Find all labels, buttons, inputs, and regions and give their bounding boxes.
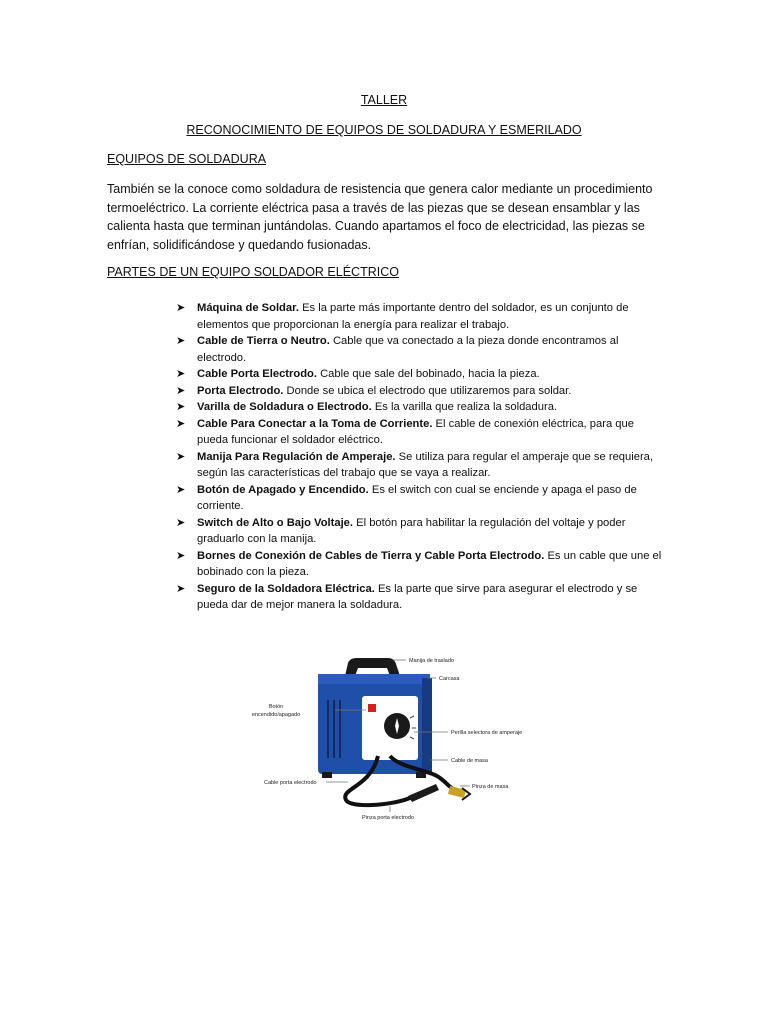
section-heading-equipos: EQUIPOS DE SOLDADURA bbox=[107, 152, 267, 166]
item-term: Cable Porta Electrodo. bbox=[197, 368, 317, 380]
item-description: Es la parte más importante dentro del soldador, es un conjunto de elementos que proporcionan la energía para realizar el trabajo. bbox=[197, 302, 629, 331]
intro-paragraph: También se la conoce como soldadura de resistencia que genera calor mediante un procedimiento termoeléctrico. La corriente eléctrica pasa a través de las piezas que se desean ensamblar y las calienta hasta que terminan juntándolas. Cuando apartamos el foco de electricidad, las piezas se enfrían, solidificándose y quedando fusionadas. bbox=[107, 182, 653, 253]
arrowhead-bullet-icon: ➤ bbox=[176, 516, 186, 529]
item-description: Es el switch con cual se enciende y apaga el paso de corriente. bbox=[197, 483, 637, 512]
item-term: Cable Para Conectar a la Toma de Corriente. bbox=[197, 417, 433, 430]
arrowhead-bullet-icon: ➤ bbox=[176, 368, 186, 380]
section-heading-partes: PARTES DE UN EQUIPO SOLDADOR ELÉCTRICO bbox=[107, 265, 399, 279]
welder-top bbox=[318, 674, 430, 684]
item-term: Manija Para Regulación de Amperaje. bbox=[197, 450, 396, 463]
label-boton-1: Botón bbox=[268, 704, 284, 710]
power-button bbox=[368, 704, 376, 712]
item-description: Es la varilla que realiza la soldadura. bbox=[374, 401, 558, 413]
arrowhead-bullet-icon: ➤ bbox=[176, 384, 186, 397]
label-perilla: Perilla selectora de amperaje bbox=[451, 730, 523, 736]
arrowhead-bullet-icon: ➤ bbox=[176, 450, 186, 463]
label-manija: Manija de traslado bbox=[409, 658, 454, 664]
list-item bbox=[176, 333, 666, 366]
item-description: Donde se ubica el electrodo que utilizaremos para soldar. bbox=[286, 384, 572, 397]
item-term: Varilla de Soldadura o Electrodo. bbox=[197, 401, 372, 413]
label-pinza-masa: Pinza de masa bbox=[472, 784, 509, 790]
arrowhead-bullet-icon: ➤ bbox=[176, 483, 186, 496]
list-item bbox=[176, 515, 666, 548]
item-term: Máquina de Soldar. bbox=[197, 302, 299, 314]
item-term: Botón de Apagado y Encendido. bbox=[197, 483, 369, 496]
item-description: Es la parte que sirve para asegurar el electrodo y se pueda dar de mejor manera la soldadura. bbox=[197, 582, 638, 611]
arrowhead-bullet-icon: ➤ bbox=[176, 582, 186, 595]
label-boton-2: encendido/apagado bbox=[251, 712, 301, 718]
item-term: Seguro de la Soldadora Eléctrica. bbox=[197, 582, 375, 595]
list-item bbox=[176, 548, 666, 581]
item-term: Switch de Alto o Bajo Voltaje. bbox=[197, 516, 354, 529]
item-description: Es un cable que une el bobinado con la pieza. bbox=[197, 549, 662, 578]
item-description: El cable de conexión eléctrica, para que pueda funcionar el soldador eléctrico. bbox=[197, 417, 634, 446]
welder-figure bbox=[250, 638, 540, 828]
list-item bbox=[176, 482, 666, 515]
welder-side bbox=[422, 678, 432, 772]
list-item bbox=[176, 449, 666, 482]
item-description: El botón para habilitar la regulación del voltaje y poder graduarlo con la manija. bbox=[197, 516, 626, 545]
item-description: Cable que va conectado a la pieza donde encontramos al electrodo. bbox=[197, 335, 619, 364]
label-cable-porta: Cable porta electrodo bbox=[264, 780, 317, 786]
list-item bbox=[176, 366, 666, 383]
list-item bbox=[176, 399, 666, 416]
page-title: TALLER bbox=[360, 93, 408, 107]
label-cable-masa: Cable de masa bbox=[451, 758, 488, 764]
carry-handle bbox=[345, 658, 400, 676]
electrode-holder bbox=[408, 784, 439, 802]
list-item bbox=[176, 416, 666, 449]
item-term: Porta Electrodo. bbox=[197, 384, 284, 397]
welder-diagram bbox=[250, 638, 540, 828]
arrowhead-bullet-icon: ➤ bbox=[176, 549, 186, 562]
label-carcasa: Carcasa bbox=[439, 676, 460, 682]
item-term: Cable de Tierra o Neutro. bbox=[197, 335, 330, 347]
item-description: Cable que sale del bobinado, hacia la pieza. bbox=[320, 368, 540, 380]
page-subtitle: RECONOCIMIENTO DE EQUIPOS DE SOLDADURA Y ESMERILADO bbox=[186, 123, 582, 137]
item-term: Bornes de Conexión de Cables de Tierra y Cable Porta Electrodo. bbox=[197, 549, 545, 562]
list-item bbox=[176, 581, 666, 614]
arrowhead-bullet-icon: ➤ bbox=[176, 335, 186, 347]
arrowhead-bullet-icon: ➤ bbox=[176, 401, 186, 413]
label-pinza-porta: Pinza porta electrodo bbox=[362, 815, 414, 821]
item-description: Se utiliza para regular el amperaje que se requiera, según las características del trabajo que se vaya a realizar. bbox=[197, 450, 654, 479]
parts-list bbox=[176, 300, 666, 614]
list-item bbox=[176, 300, 666, 333]
arrowhead-bullet-icon: ➤ bbox=[176, 417, 186, 430]
arrowhead-bullet-icon: ➤ bbox=[176, 302, 186, 314]
list-item bbox=[176, 383, 666, 400]
